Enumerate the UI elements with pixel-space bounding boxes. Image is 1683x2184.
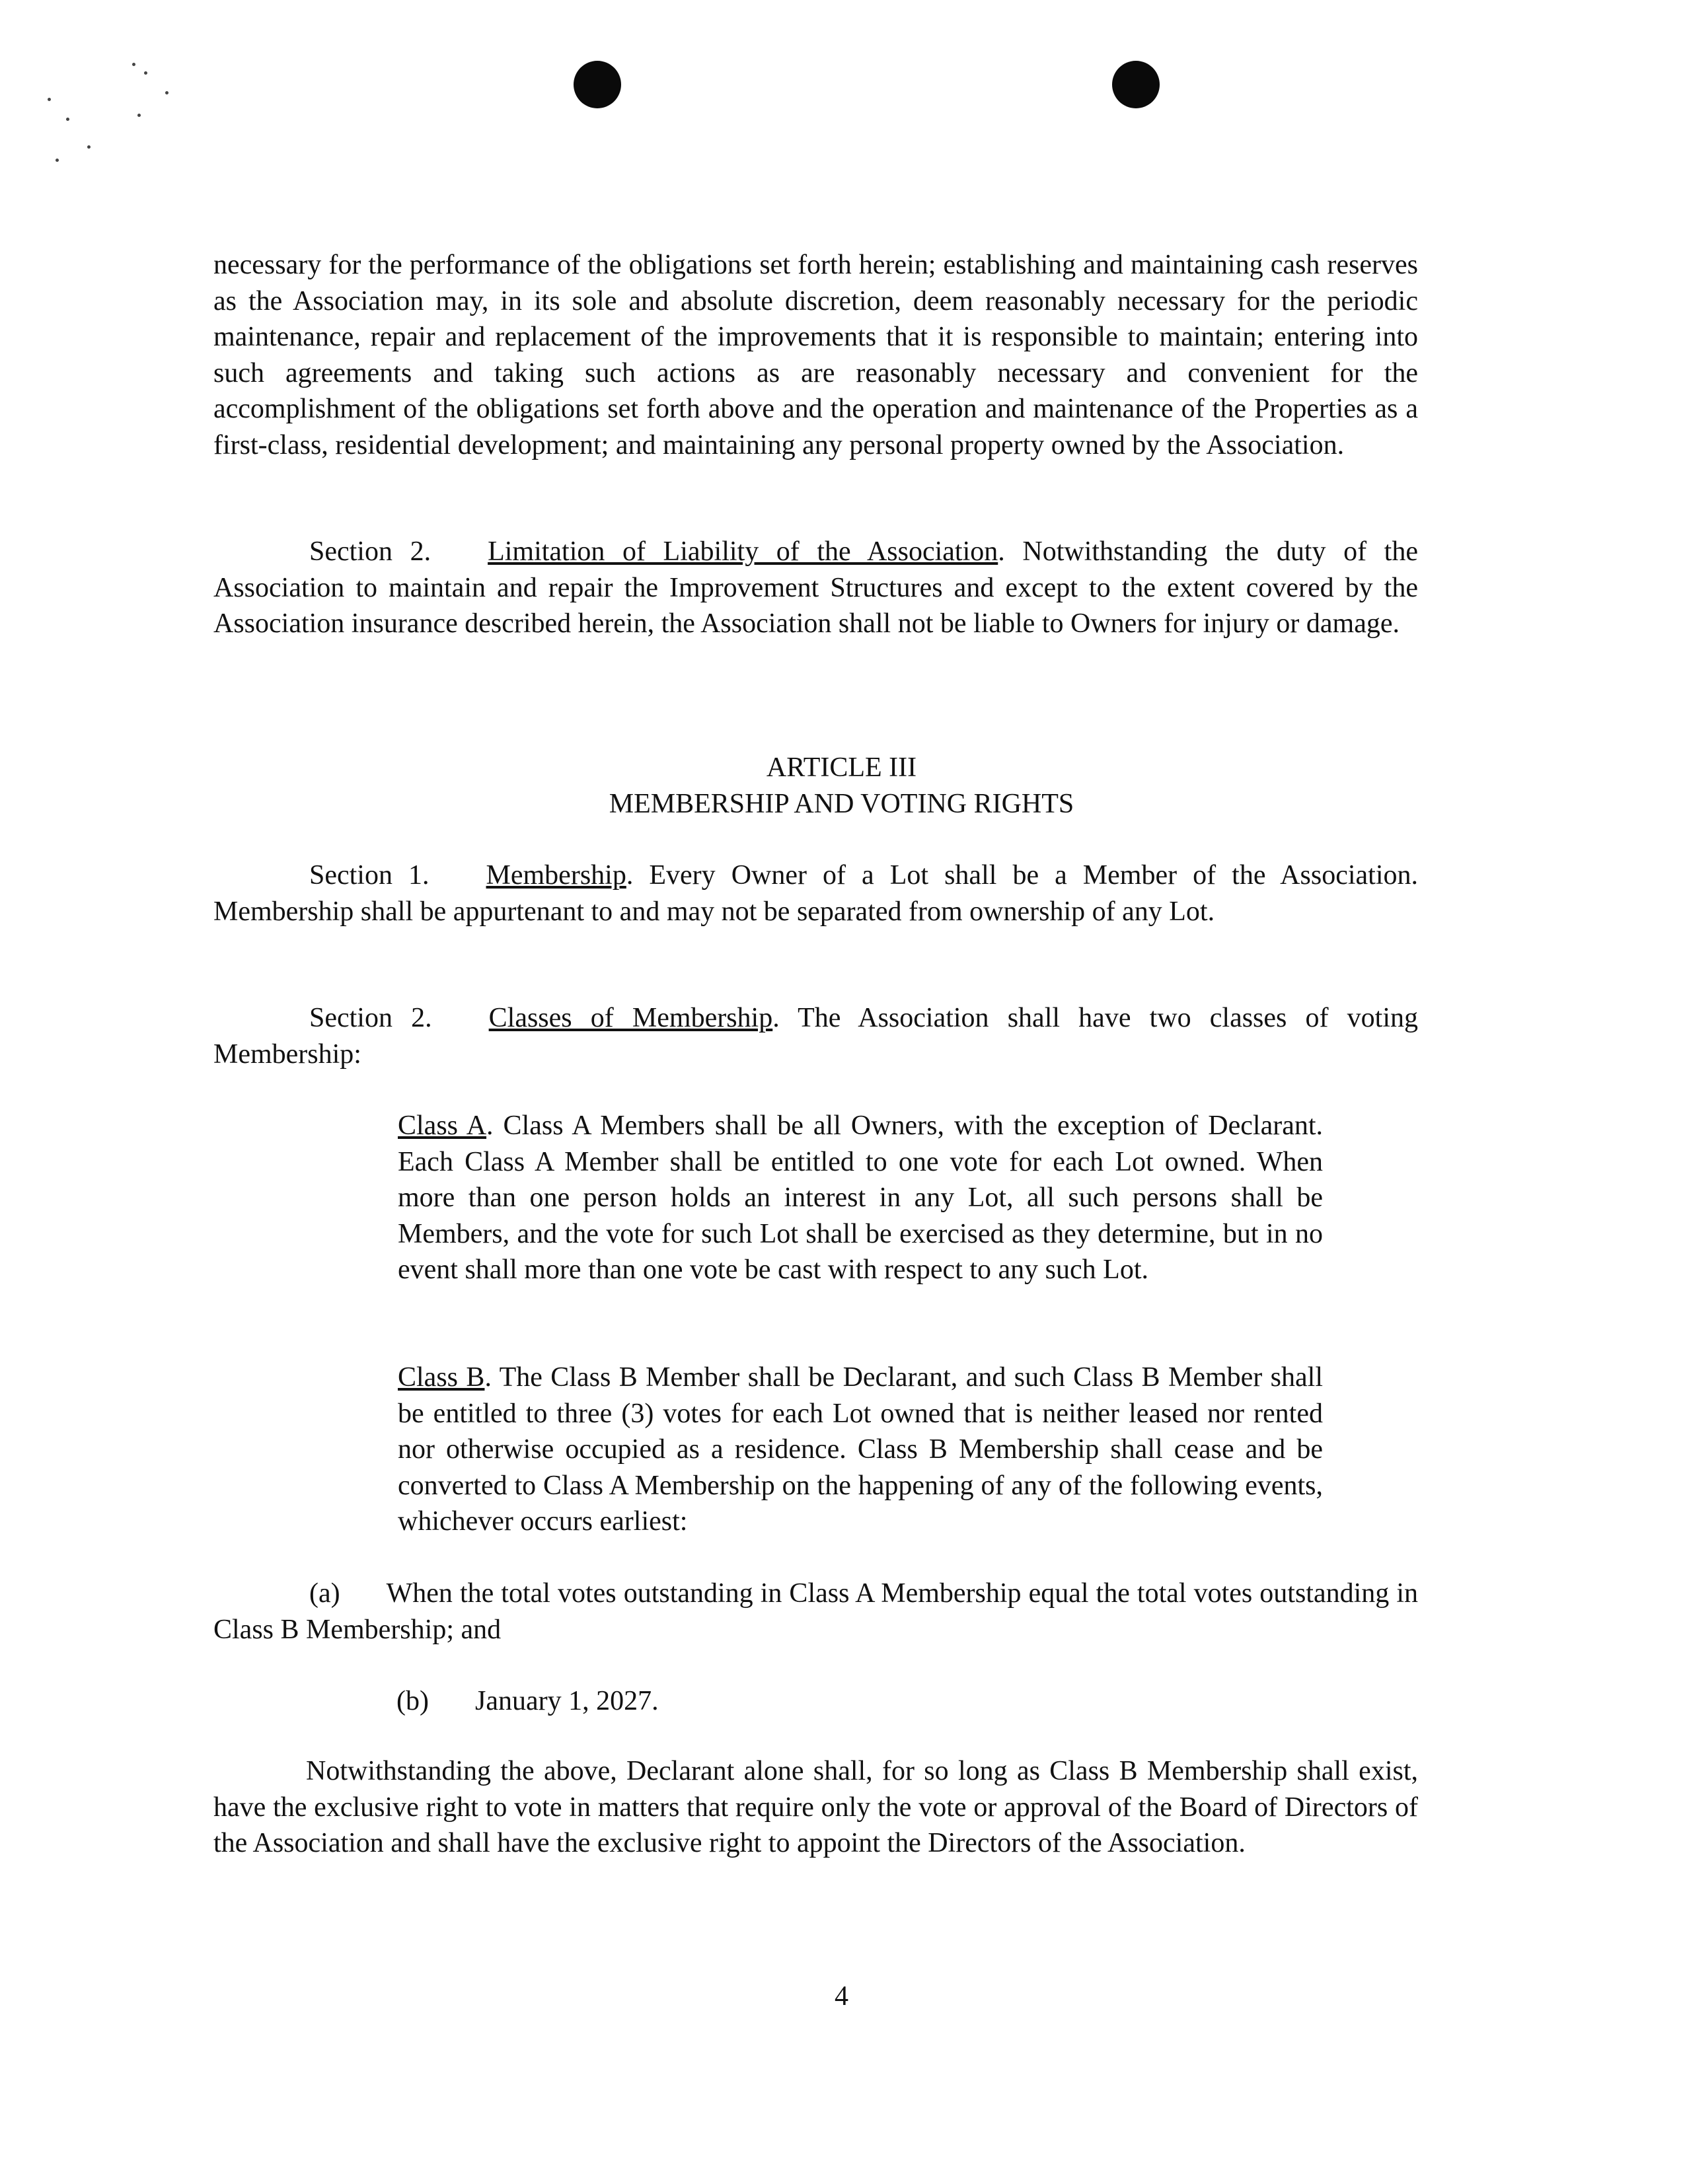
item-text: January 1, 2027.: [474, 1686, 659, 1716]
section-label: Section 2.: [309, 536, 431, 567]
section-body: . Notwithstanding the duty of the Association to maintain and repair the Improvement Structures and except to the extent covered by the Association insurance described herein, the Association shall not be liable to Owners for injury or damage.: [213, 536, 1418, 639]
item-label: (a): [309, 1578, 340, 1609]
item-text: When the total votes outstanding in Class A Membership equal the total votes outstanding in Class B Membership; and: [213, 1578, 1418, 1645]
membership-section: [213, 857, 1418, 929]
section-heading: Classes of Membership: [488, 1003, 773, 1033]
item-b: [396, 1683, 659, 1720]
closing-paragraph: Notwithstanding the above, Declarant alone shall, for so long as Class B Membership shall exist, have the exclusive right to vote in matters that require only the vote or approval of the Board of Directors of the Association and shall have the exclusive right to appoint the Directors of the Association.: [213, 1756, 1418, 1858]
article-title: ARTICLE III: [766, 752, 917, 783]
section-body: . Every Owner of a Lot shall be a Member of the Association. Membership shall be appurtenant to and may not be separated from ownership of any Lot.: [213, 860, 1418, 927]
class-b-body: . The Class B Member shall be Declarant, and such Class B Member shall be entitled to three (3) votes for each Lot owned that is neither leased nor rented nor otherwise occupied as a residence. Class B Membership shall cease and be converted to Class A Membership on the happening of any of the following events, whichever occurs earliest:: [398, 1362, 1323, 1537]
item-label: (b): [396, 1686, 429, 1716]
section-heading: Limitation of Liability of the Association: [488, 536, 998, 567]
classes-of-membership-section: [213, 1000, 1418, 1072]
section-label: Section 1.: [309, 860, 430, 891]
scan-speck: [56, 159, 59, 162]
section-heading: Membership: [486, 860, 626, 891]
scan-speck: [137, 114, 141, 117]
scan-speck: [144, 71, 147, 75]
scan-speck: [48, 98, 51, 101]
limitation-of-liability-section: [213, 534, 1418, 642]
class-a-paragraph: [398, 1108, 1323, 1288]
scan-speck: [66, 118, 69, 121]
class-b-paragraph: [398, 1360, 1323, 1540]
class-a-body: . Class A Members shall be all Owners, with the exception of Declarant. Each Class A Member shall be entitled to one vote for each Lot owned. When more than one person holds an interest in any Lot, all such persons shall be Members, and the vote for such Lot shall be exercised as they determine, but in no event shall more than one vote be cast with respect to any such Lot.: [398, 1110, 1324, 1285]
article-subtitle: MEMBERSHIP AND VOTING RIGHTS: [609, 789, 1074, 819]
class-b-heading: Class B: [398, 1362, 485, 1393]
item-a: [213, 1576, 1418, 1648]
class-a-heading: Class A: [398, 1110, 487, 1141]
page-number: 4: [835, 1981, 848, 2012]
scan-speck: [165, 91, 168, 94]
scan-speck: [132, 63, 135, 66]
scan-speck: [87, 145, 91, 149]
punch-hole-left: [574, 61, 621, 108]
punch-hole-right: [1112, 61, 1160, 108]
intro-paragraph: necessary for the performance of the obligations set forth herein; establishing and maintaining cash reserves as the Association may, in its sole and absolute discretion, deem reasonably necessary for the periodic maintenance, repair and replacement of the improvements that it is responsible to maintain; entering into such agreements and taking such actions as are reasonably necessary and convenient for the accomplishment of the obligations set forth above and the operation and maintenance of the Properties as a first-class, residential development; and maintaining any personal property owned by the Association.: [213, 250, 1418, 460]
section-body: . The Association shall have two classes of voting Membership:: [213, 1003, 1419, 1070]
section-label: Section 2.: [309, 1003, 432, 1033]
